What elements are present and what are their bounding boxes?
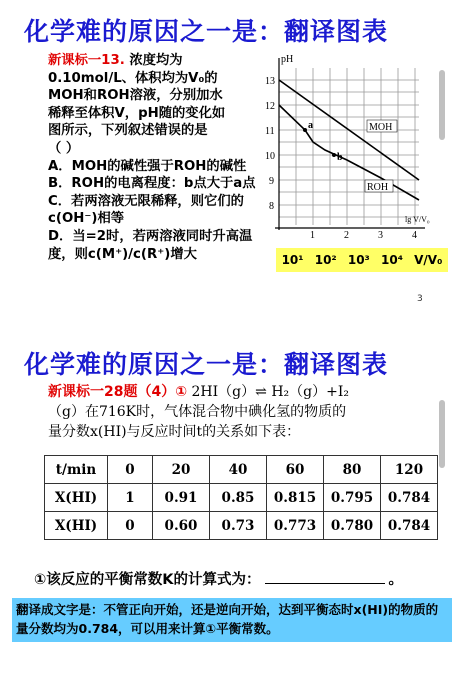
question-2-text: （g）在716K时，气体混合物中碘化氢的物质的 [48, 404, 347, 420]
roh-label: ROH [367, 182, 389, 193]
slide2-title: 化学难的原因之一是：翻译图表 [24, 350, 389, 379]
table-cell: 0.85 [210, 484, 267, 512]
highlight-tick: 10³ [347, 253, 370, 267]
question-2-text: 量分数x(HI)与反应时间t的关系如下表： [48, 424, 301, 440]
x-axis-label: lg V/V₀ [405, 215, 430, 224]
fill-in-text: ①该反应的平衡常数K的计算式为： [34, 572, 261, 588]
table-cell: X(HI) [45, 512, 108, 540]
hi-fraction-table [44, 455, 438, 540]
fill-in-end: 。 [388, 572, 404, 588]
highlight-tick: 10⁴ [381, 253, 403, 267]
option-a: A．MOH的碱性强于ROH的碱性 [48, 158, 247, 174]
fill-in-prompt [34, 568, 403, 589]
question-2-tag: 新课标一28题（4）① [48, 384, 188, 400]
table-header: 120 [381, 456, 438, 484]
x-tick: 4 [412, 230, 417, 240]
question-1-line: （ ） [48, 140, 80, 156]
table-cell: 0.784 [381, 484, 438, 512]
option-d: D．当=2时，若两溶液同时升高温度，则c(M⁺)/c(R⁺)增大 [48, 228, 253, 262]
x-tick: 2 [344, 230, 349, 240]
y-tick: 12 [265, 101, 275, 112]
table-cell: 0.780 [324, 512, 381, 540]
question-1-line: 图所示，下列叙述错误的是 [48, 123, 208, 139]
table-header: 20 [153, 456, 210, 484]
highlight-ticks [276, 248, 448, 272]
question-2 [48, 382, 448, 442]
table-cell: 0.795 [324, 484, 381, 512]
table-header: 60 [267, 456, 324, 484]
y-tick: 13 [265, 76, 275, 87]
option-b: B．ROH的电离程度：b点大于a点 [48, 176, 256, 192]
question-1-line: 稀释至体积V，pH随的变化如 [48, 105, 226, 121]
table-cell: 0.773 [267, 512, 324, 540]
point-b [332, 153, 336, 157]
table-header-row [45, 456, 438, 484]
question-1-tag: 新课标一13. [48, 53, 125, 68]
scrollbar-thumb[interactable] [439, 70, 445, 140]
y-tick: 11 [265, 126, 275, 137]
question-1-line: 浓度均为 [129, 53, 183, 68]
table-cell: 0.91 [153, 484, 210, 512]
answer-blank [265, 569, 385, 584]
table-header: 40 [210, 456, 267, 484]
slide1-title: 化学难的原因之一是：翻译图表 [24, 17, 389, 46]
y-axis-label: pH [281, 54, 294, 65]
table-cell: 0.60 [153, 512, 210, 540]
table-row [45, 484, 438, 512]
x-tick: 3 [378, 230, 383, 240]
question-2-text: 2HI（g）⇌ H₂（g）+I₂ [187, 384, 349, 400]
y-tick: 8 [269, 201, 274, 212]
point-a-label: a [308, 120, 313, 131]
question-1 [48, 52, 268, 263]
table-cell: 0.784 [381, 512, 438, 540]
table-cell: X(HI) [45, 484, 108, 512]
table-header: 0 [108, 456, 153, 484]
translation-note: 翻译成文字是：不管正向开始，还是逆向开始，达到平衡态时x(HI)的物质的量分数均为0.784，可以用来计算①平衡常数。 [12, 598, 452, 642]
moh-label: MOH [369, 122, 393, 133]
highlight-tick: 10¹ [281, 253, 304, 267]
table-cell: 0.815 [267, 484, 324, 512]
table-header: 80 [324, 456, 381, 484]
table-row [45, 512, 438, 540]
x-tick: 1 [310, 230, 315, 240]
highlight-tick: V/V₀ [414, 253, 443, 267]
point-b-label: b [337, 152, 343, 163]
question-1-line: MOH和ROH溶液，分别加水 [48, 88, 223, 104]
ph-dilution-graph [255, 50, 435, 240]
table-cell: 0 [108, 512, 153, 540]
table-header: t/min [45, 456, 108, 484]
y-tick: 9 [269, 176, 274, 187]
table-cell: 1 [108, 484, 153, 512]
y-tick: 10 [265, 151, 275, 162]
option-c: C．若两溶液无限稀释，则它们的c(OH⁻)相等 [48, 193, 244, 227]
question-1-line: 0.10mol/L、体积均为V₀的 [48, 70, 218, 86]
highlight-tick: 10² [314, 253, 337, 267]
page-number: 3 [417, 294, 423, 304]
table-cell: 0.73 [210, 512, 267, 540]
point-a [303, 128, 307, 132]
